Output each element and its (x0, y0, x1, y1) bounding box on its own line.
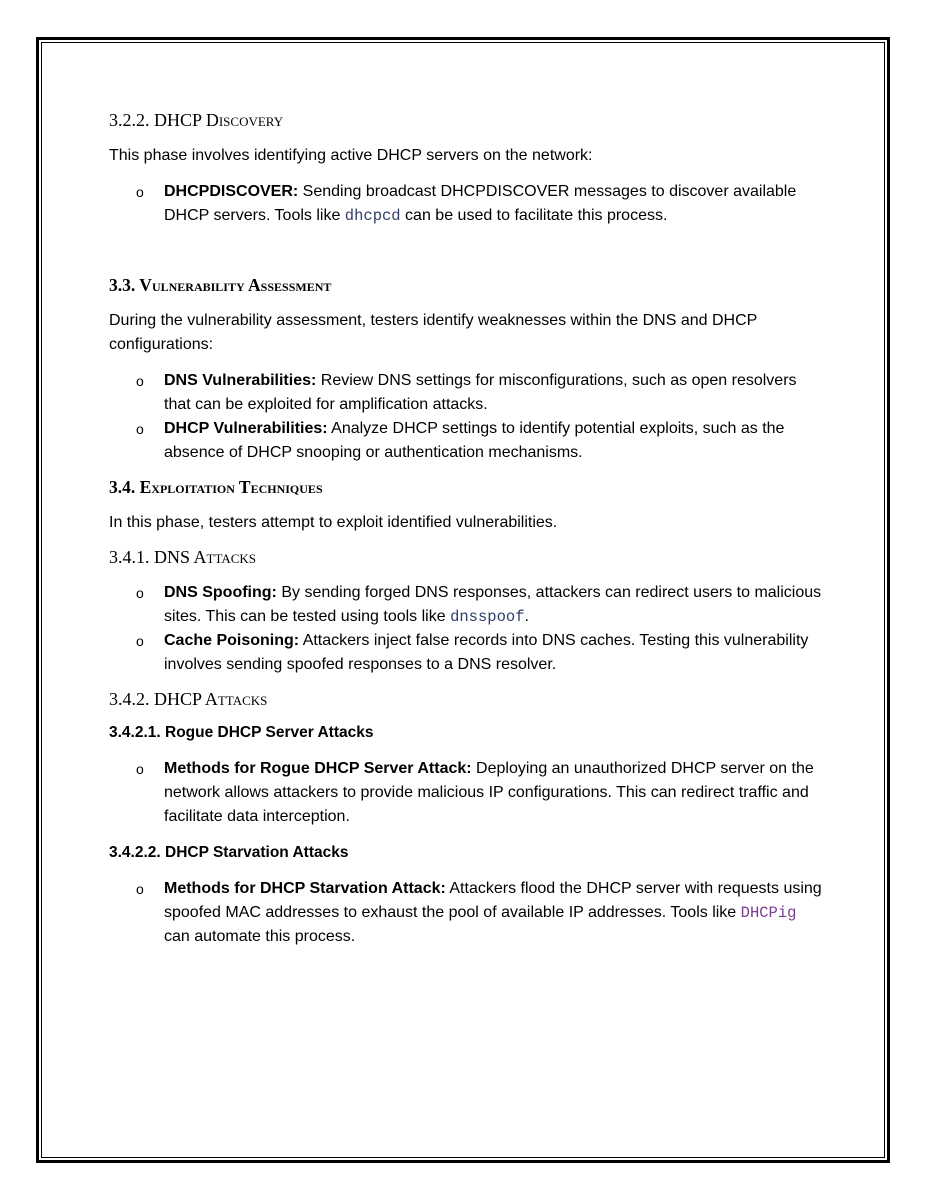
item-text: Sending broadcast DHCPDISCOVER messages to discover available DHCP servers. Tools like (164, 183, 797, 224)
list-item (109, 369, 825, 417)
heading-dns-attacks: 3.4.1. DNS Attacks (109, 547, 257, 567)
tool-code: dnsspoof (450, 608, 525, 626)
list-item (109, 877, 825, 949)
item-label: Cache Poisoning: (164, 632, 300, 649)
bullet-icon: o (136, 585, 144, 601)
item-text: Analyze DHCP settings to identify potential exploits, such as the absence of DHCP snooping or authentication mechanisms. (164, 420, 785, 461)
heading-dhcp-attacks: 3.4.2. DHCP Attacks (109, 689, 268, 709)
list-vulnerabilities (109, 369, 825, 465)
item-label: DNS Vulnerabilities: (164, 372, 317, 389)
paragraph-dhcp-discovery-intro: This phase involves identifying active DHCP servers on the network: (109, 147, 593, 164)
bullet-icon: o (136, 184, 144, 200)
list-item (109, 629, 825, 677)
list-item (109, 757, 825, 829)
item-text: can automate this process. (164, 904, 806, 945)
tool-code: dhcpcd (344, 207, 401, 225)
paragraph-exploitation-intro: In this phase, testers attempt to exploit identified vulnerabilities. (109, 514, 558, 531)
item-text: Deploying an unauthorized DHCP server on the network allows attackers to provide malicious IP configurations. This can redirect traffic and facilitate data interception. (164, 760, 814, 825)
bullet-icon: o (136, 373, 144, 389)
heading-vulnerability-assessment: 3.3. Vulnerability Assessment (109, 275, 332, 295)
item-text: Attackers inject false records into DNS caches. Testing this vulnerability involves sending spoofed responses to a DNS resolver. (164, 632, 809, 673)
bullet-icon: o (136, 633, 144, 649)
list-dns-attacks (109, 581, 825, 677)
item-text: By sending forged DNS responses, attackers can redirect users to malicious sites. This can be tested using tools like (164, 584, 822, 625)
list-rogue-dhcp (109, 757, 825, 829)
item-label: DHCPDISCOVER: (164, 183, 299, 200)
list-item (109, 417, 825, 465)
heading-rogue-dhcp: 3.4.2.1. Rogue DHCP Server Attacks (109, 724, 374, 741)
list-dhcp-discovery (109, 180, 825, 228)
item-text: . (524, 608, 529, 625)
item-label: Methods for Rogue DHCP Server Attack: (164, 760, 472, 777)
document-body (109, 108, 825, 949)
list-dhcp-starvation (109, 877, 825, 949)
paragraph-vulnerability-intro: During the vulnerability assessment, testers identify weaknesses within the DNS and DHCP configurations: (109, 312, 757, 353)
item-text: Attackers flood the DHCP server with requests using spoofed MAC addresses to exhaust the pool of available IP addresses. Tools like (164, 880, 822, 921)
item-text: can be used to facilitate this process. (400, 207, 668, 224)
item-text: Review DNS settings for misconfigurations, such as open resolvers that can be exploited for amplification attacks. (164, 372, 797, 413)
bullet-icon: o (136, 881, 144, 897)
heading-exploitation-techniques: 3.4. Exploitation Techniques (109, 477, 323, 497)
list-item (109, 180, 825, 228)
heading-dhcp-discovery: 3.2.2. DHCP Discovery (109, 110, 284, 130)
heading-dhcp-starvation: 3.4.2.2. DHCP Starvation Attacks (109, 844, 349, 861)
item-label: Methods for DHCP Starvation Attack: (164, 880, 446, 897)
item-label: DNS Spoofing: (164, 584, 277, 601)
bullet-icon: o (136, 761, 144, 777)
item-label: DHCP Vulnerabilities: (164, 420, 328, 437)
bullet-icon: o (136, 421, 144, 437)
list-item (109, 581, 825, 629)
tool-code: DHCPig (740, 904, 797, 922)
